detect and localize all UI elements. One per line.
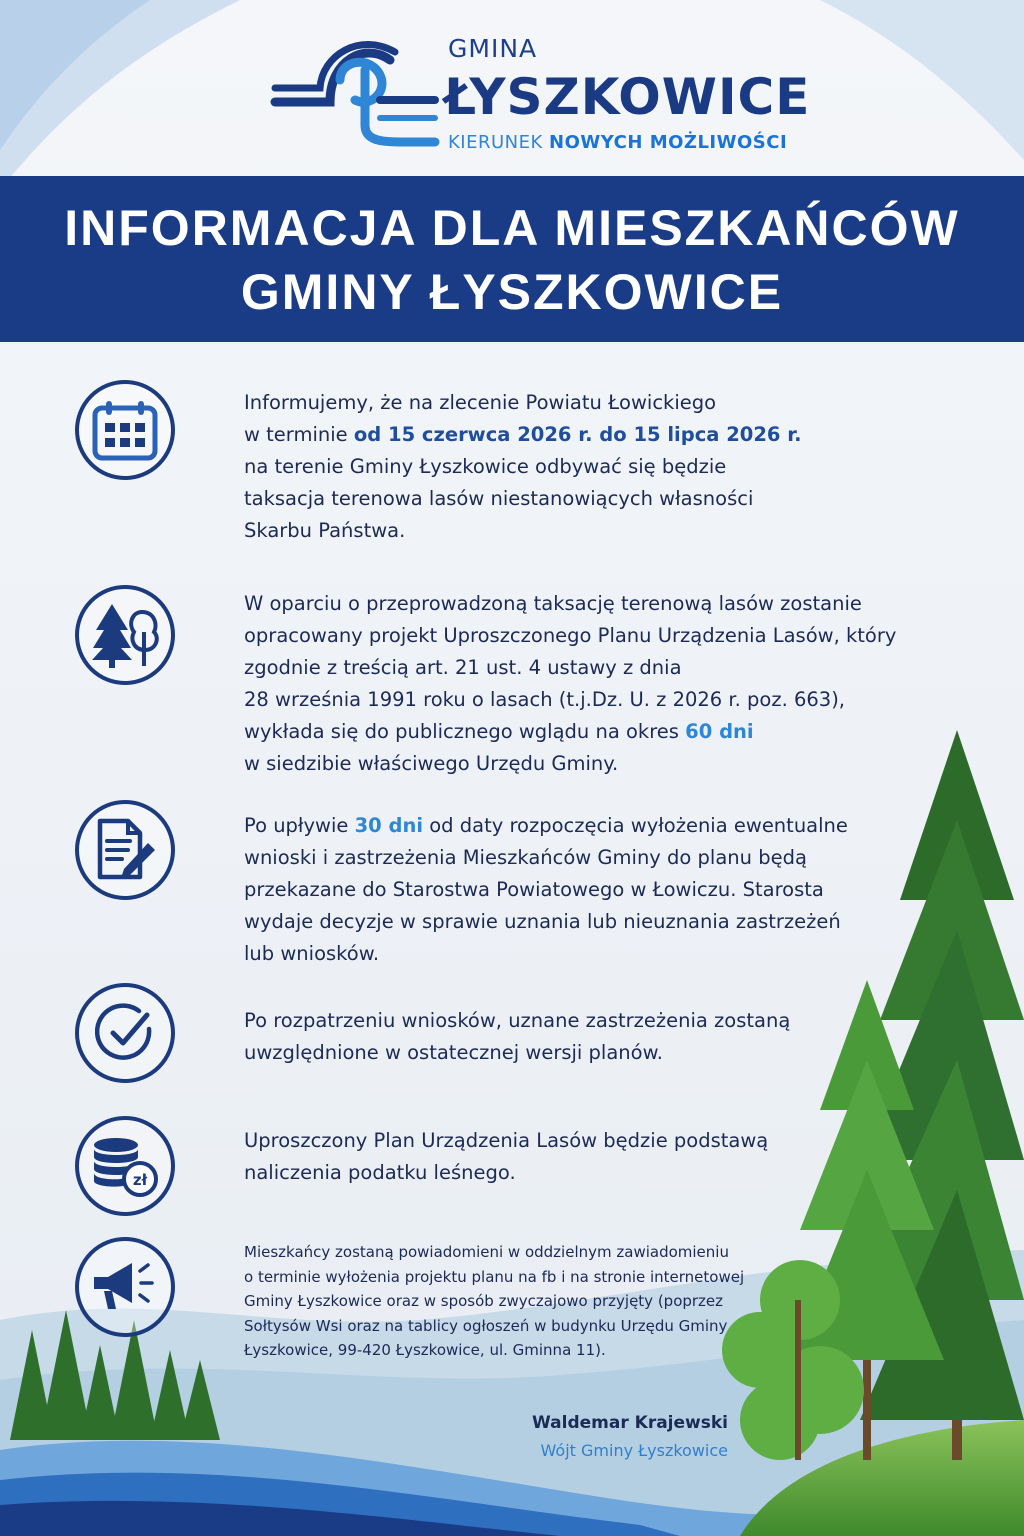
signatory-title: Wójt Gminy Łyszkowice <box>540 1441 728 1460</box>
banner-title-line2: GMINY ŁYSZKOWICE <box>240 264 784 320</box>
signature-block <box>532 1408 728 1464</box>
section-objections-text <box>244 810 848 970</box>
document-pen-icon <box>75 800 175 900</box>
text-fragment: w terminie <box>244 423 354 446</box>
text-line: Informujemy, że na zlecenie Powiatu Łowickiego <box>244 391 717 414</box>
text-line: Po rozpatrzeniu wniosków, uznane zastrzeżenia zostaną <box>244 1009 791 1032</box>
text-line: Uproszczony Plan Urządzenia Lasów będzie podstawą <box>244 1129 769 1152</box>
tagline-regular: KIERUNEK <box>448 132 543 153</box>
logo-emblem-icon <box>270 30 440 150</box>
checkmark-icon <box>75 983 175 1083</box>
tagline-bold: NOWYCH MOŻLIWOŚCI <box>549 132 788 153</box>
date-range: od 15 czerwca 2026 r. do 15 lipca 2026 r. <box>353 423 802 446</box>
highlight-days: 60 dni <box>685 720 754 743</box>
text-line: na terenie Gminy Łyszkowice odbywać się będzie <box>244 455 727 478</box>
section-tax-text <box>244 1125 768 1189</box>
text-line: o terminie wyłożenia projektu planu na fb i na stronie internetowej <box>244 1267 745 1286</box>
text-line: przekazane do Starostwa Powiatowego w Łowiczu. Starosta <box>244 878 824 901</box>
signatory-name: Waldemar Krajewski <box>532 1413 728 1433</box>
highlight-days: 30 dni <box>354 814 424 837</box>
text-line: zgodnie z treścią art. 21 ust. 4 ustawy z dnia <box>244 656 682 679</box>
text-line: Gminy Łyszkowice oraz w sposób zwyczajowo przyjęty (poprzez <box>244 1292 724 1310</box>
banner-title-line1: INFORMACJA DLA MIESZKAŃCÓW <box>64 200 960 256</box>
text-fragment: wykłada się do publicznego wglądu na okres <box>244 720 686 743</box>
text-line: W oparciu o przeprowadzoną taksację terenową lasów zostanie <box>244 592 862 615</box>
megaphone-icon <box>75 1237 175 1337</box>
section-notification-text <box>244 1240 744 1363</box>
text-line: Skarbu Państwa. <box>244 519 406 542</box>
text-line: 28 września 1991 roku o lasach (t.j.Dz. U. z 2026 r. poz. 663), <box>244 688 846 711</box>
calendar-icon <box>75 380 175 480</box>
text-line: Sołtysów Wsi oraz na tablicy ogłoszeń w budynku Urzędu Gminy <box>244 1316 728 1335</box>
text-line: naliczenia podatku leśnego. <box>244 1161 516 1184</box>
coin-currency-label: zł <box>132 1171 148 1189</box>
text-line: wydaje decyzje w sprawie uznania lub nieuznania zastrzeżeń <box>244 910 841 933</box>
text-line <box>244 810 848 842</box>
text-line: Mieszkańcy zostaną powiadomieni w oddzielnym zawiadomieniu <box>244 1243 729 1261</box>
text-line <box>244 716 896 748</box>
section-approval-text <box>244 1005 790 1069</box>
coins-icon <box>75 1116 175 1216</box>
text-fragment: od daty rozpoczęcia wyłożenia ewentualne <box>423 814 848 837</box>
logo-municipality-name: ŁYSZKOWICE <box>444 68 811 126</box>
section-plan-text <box>244 588 896 780</box>
text-line: wnioski i zastrzeżenia Mieszkańców Gminy do planu będą <box>244 846 807 869</box>
title-banner <box>0 176 1024 342</box>
logo-small-text: GMINA <box>448 34 538 63</box>
text-line: w siedzibie właściwego Urzędu Gminy. <box>244 752 619 775</box>
text-fragment: Po upływie <box>244 814 355 837</box>
text-line: uwzględnione w ostatecznej wersji planów. <box>244 1041 663 1064</box>
section-schedule-text <box>244 387 802 547</box>
municipality-logo <box>270 30 830 160</box>
text-line: taksacja terenowa lasów niestanowiących własności <box>244 487 754 510</box>
text-line: Łyszkowice, 99-420 Łyszkowice, ul. Gminna 11). <box>244 1341 606 1359</box>
text-line: opracowany projekt Uproszczonego Planu Urządzenia Lasów, który <box>244 624 897 647</box>
logo-tagline <box>448 132 787 153</box>
text-line: lub wniosków. <box>244 942 380 965</box>
trees-icon <box>75 585 175 685</box>
text-line <box>244 419 802 451</box>
